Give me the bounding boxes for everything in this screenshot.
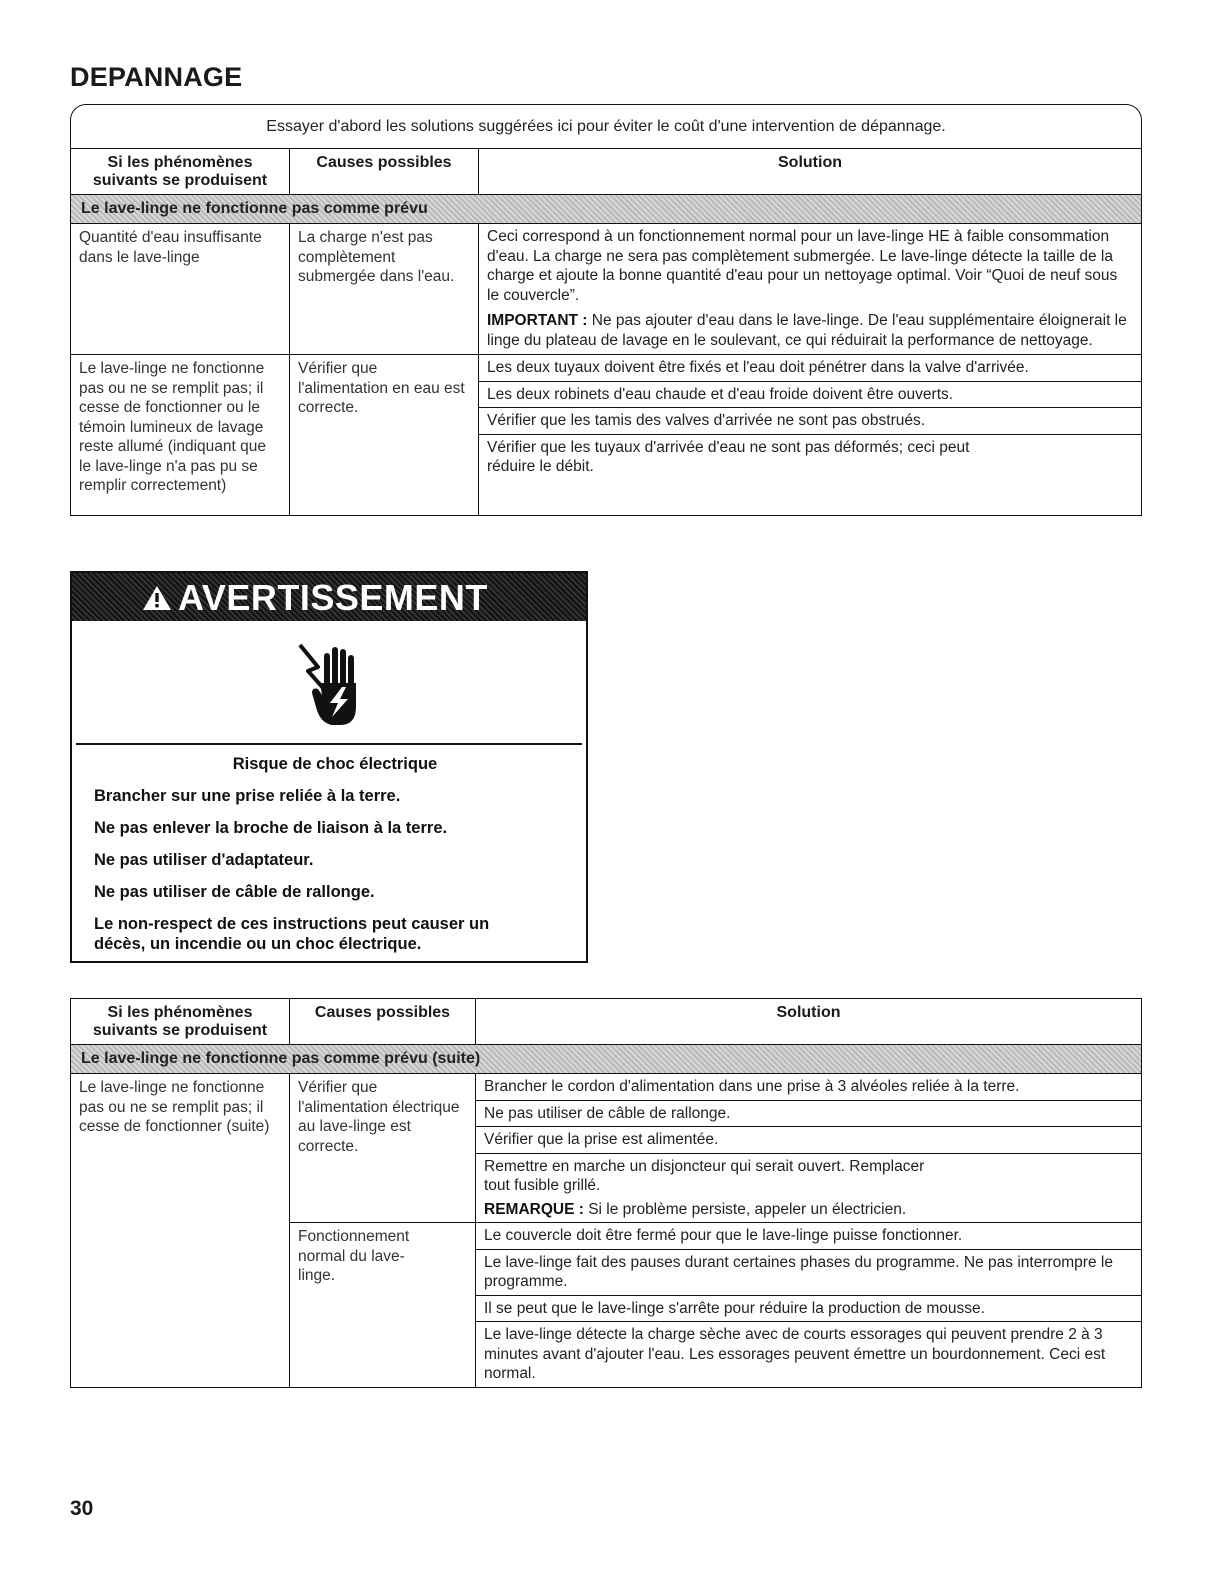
intro-frame	[70, 104, 1142, 150]
header-solution: Solution	[479, 149, 1142, 195]
solution-item	[476, 1154, 1141, 1223]
cause-cell: La charge n'est pas complètement submergée dans l'eau.	[290, 224, 479, 355]
header-solution: Solution	[476, 999, 1142, 1045]
troubleshooting-table-2	[70, 998, 1142, 1388]
solution-item: Le couvercle doit être fermé pour que le lave-linge puisse fonctionner.	[476, 1223, 1141, 1250]
solution-item: Les deux tuyaux doivent être fixés et l'eau doit pénétrer dans la valve d'arrivée.	[479, 355, 1141, 382]
warning-body	[94, 755, 576, 966]
warning-line: Le non-respect de ces instructions peut causer un décès, un incendie ou un choc électrique.	[94, 915, 490, 953]
table-row	[71, 224, 1142, 355]
important-text: Ne pas ajouter d'eau dans le lave-linge. De l'eau supplémentaire éloignerait le linge du plateau de lavage en le soulevant, ce qui réduirait la performance de nettoyage.	[487, 312, 1127, 349]
solution-cell	[479, 355, 1142, 516]
important-label: IMPORTANT :	[487, 312, 588, 329]
solution-item: Les deux robinets d'eau chaude et d'eau froide doivent être ouverts.	[479, 382, 1141, 409]
warning-line: Brancher sur une prise reliée à la terre.	[94, 787, 401, 805]
table-header-row	[71, 999, 1142, 1045]
header-cause: Causes possibles	[290, 149, 479, 195]
warning-icon-area	[76, 625, 582, 745]
solution-item: Ne pas utiliser de câble de rallonge.	[476, 1101, 1141, 1128]
header-symptom: Si les phénomènes suivants se produisent	[71, 999, 290, 1045]
solution-cell	[476, 1074, 1142, 1223]
important-note	[479, 307, 1141, 354]
solution-item: Vérifier que la prise est alimentée.	[476, 1127, 1141, 1154]
solution-item: Vérifier que les tuyaux d'arrivée d'eau ne sont pas déformés; ceci peut réduire le débit.	[487, 438, 970, 475]
cause-cell: Vérifier que l'alimentation en eau est correcte.	[290, 355, 479, 516]
cause-cell: Vérifier que l'alimentation électrique au lave-linge est correcte.	[290, 1074, 476, 1223]
symptom-cell: Le lave-linge ne fonctionne pas ou ne se remplit pas; il cesse de fonctionner (suite)	[71, 1074, 290, 1388]
table-row	[71, 355, 1142, 516]
warning-line: Ne pas enlever la broche de liaison à la terre.	[94, 819, 448, 837]
solution-item: Le lave-linge fait des pauses durant certaines phases du programme. Ne pas interrompre le programme.	[476, 1250, 1141, 1296]
symptom-cell: Le lave-linge ne fonctionne pas ou ne se remplit pas; il cesse de fonctionner ou le témoin lumineux de lavage reste allumé (indiquant que le lave-linge n'a pas pu se remplir correctement)	[71, 355, 290, 516]
warning-risk: Risque de choc électrique	[232, 755, 438, 773]
table-header-row	[71, 149, 1142, 195]
remarque-text: Si le problème persiste, appeler un électricien.	[588, 1200, 907, 1218]
troubleshooting-table-1	[70, 148, 1142, 516]
solution-text: Remettre en marche un disjoncteur qui serait ouvert. Remplacer tout fusible grillé.	[484, 1157, 925, 1194]
page-number: 30	[70, 1497, 94, 1520]
intro-text: Essayer d'abord les solutions suggérées ici pour éviter le coût d'une intervention de dépannage.	[266, 118, 946, 135]
header-cause: Causes possibles	[290, 999, 476, 1045]
section-band: Le lave-linge ne fonctionne pas comme prévu (suite)	[71, 1045, 1142, 1074]
solution-cell	[476, 1223, 1142, 1388]
page-title: DEPANNAGE	[70, 62, 243, 92]
solution-text: Ceci correspond à un fonctionnement normal pour un lave-linge HE à faible consommation d'eau. La charge ne sera pas complètement submergée. Le lave-linge détecte la taille de la charge et ajoute la bonne quantité d'eau pour un nettoyage optimal. Voir “Quoi de neuf sous le couvercle”.	[487, 228, 1118, 304]
warning-line: Ne pas utiliser de câble de rallonge.	[94, 883, 375, 901]
remarque-label: REMARQUE :	[484, 1200, 584, 1218]
solution-item: Vérifier que les tamis des valves d'arrivée ne sont pas obstrués.	[479, 408, 1141, 435]
warning-box	[70, 571, 588, 963]
solution-item: Le lave-linge détecte la charge sèche avec de courts essorages qui peuvent prendre 2 à 3 minutes avant d'ajouter l'eau. Les essorages peuvent émettre un bourdonnement. Ceci est normal.	[484, 1326, 1106, 1382]
symptom-cell: Quantité d'eau insuffisante dans le lave-linge	[71, 224, 290, 355]
solution-item: Brancher le cordon d'alimentation dans une prise à 3 alvéoles reliée à la terre.	[476, 1074, 1141, 1101]
warning-triangle-icon	[142, 575, 172, 625]
cause-cell: Fonctionnement normal du lave-linge.	[290, 1223, 476, 1388]
remarque-note	[484, 1200, 1133, 1220]
solution-cell	[479, 224, 1142, 355]
solution-item: Il se peut que le lave-linge s'arrête pour réduire la production de mousse.	[476, 1296, 1141, 1323]
header-symptom: Si les phénomènes suivants se produisent	[71, 149, 290, 195]
table-row	[71, 1074, 1142, 1223]
warning-heading: AVERTISSEMENT	[178, 577, 488, 618]
section-band: Le lave-linge ne fonctionne pas comme prévu	[71, 195, 1142, 224]
warning-line: Ne pas utiliser d'adaptateur.	[94, 851, 314, 869]
warning-header	[72, 573, 586, 621]
electric-shock-hand-icon	[290, 637, 370, 733]
